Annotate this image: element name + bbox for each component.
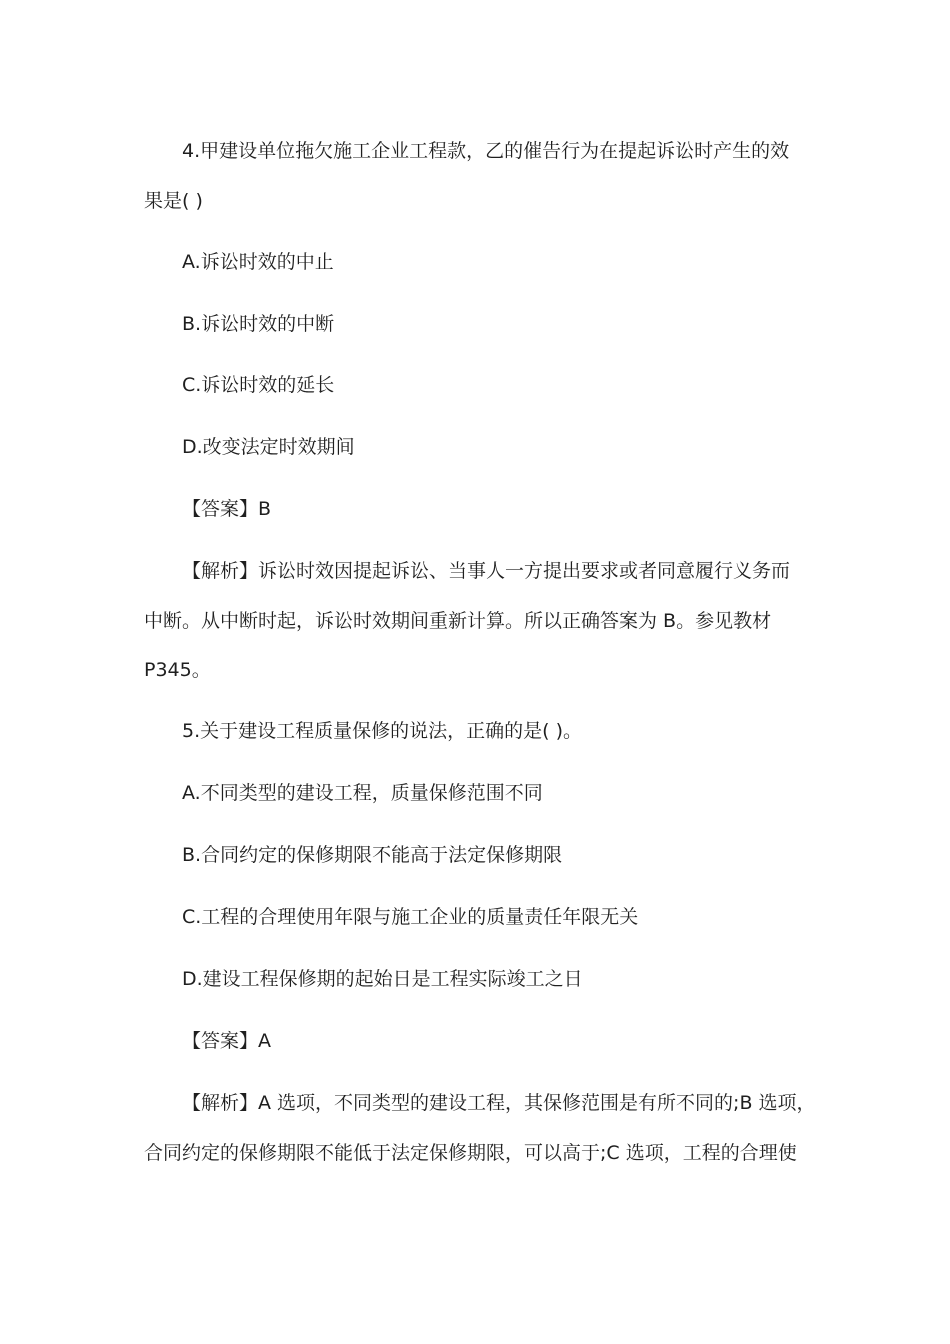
q4-option-b: B.诉讼时效的中断 bbox=[182, 313, 335, 335]
q4-answer: 【答案】B bbox=[182, 498, 272, 520]
q5-option-c: C.工程的合理使用年限与施工企业的质量责任年限无关 bbox=[182, 906, 639, 928]
q5-analysis-line2: 合同约定的保修期限不能低于法定保修期限，可以高于;C 选项，工程的合理使 bbox=[144, 1142, 797, 1164]
q5-stem-line1: 5.关于建设工程质量保修的说法，正确的是( )。 bbox=[182, 720, 582, 742]
q4-option-d: D.改变法定时效期间 bbox=[182, 436, 355, 458]
q4-stem-line1: 4.甲建设单位拖欠施工企业工程款，乙的催告行为在提起诉讼时产生的效 bbox=[182, 140, 790, 162]
q5-option-b: B.合同约定的保修期限不能高于法定保修期限 bbox=[182, 844, 563, 866]
q5-option-a: A.不同类型的建设工程，质量保修范围不同 bbox=[182, 782, 543, 804]
q4-option-a: A.诉讼时效的中止 bbox=[182, 251, 334, 273]
q5-answer: 【答案】A bbox=[182, 1030, 271, 1052]
q4-analysis-line3: P345。 bbox=[144, 659, 211, 681]
q5-analysis-line1: 【解析】A 选项，不同类型的建设工程，其保修范围是有所不同的;B 选项， bbox=[182, 1092, 816, 1114]
q4-stem-line2: 果是( ) bbox=[144, 190, 203, 212]
q4-option-c: C.诉讼时效的延长 bbox=[182, 374, 335, 396]
q4-analysis-line2: 中断。从中断时起，诉讼时效期间重新计算。所以正确答案为 B。参见教材 bbox=[144, 610, 772, 632]
q5-option-d: D.建设工程保修期的起始日是工程实际竣工之日 bbox=[182, 968, 583, 990]
q4-analysis-line1: 【解析】诉讼时效因提起诉讼、当事人一方提出要求或者同意履行义务而 bbox=[182, 560, 791, 582]
